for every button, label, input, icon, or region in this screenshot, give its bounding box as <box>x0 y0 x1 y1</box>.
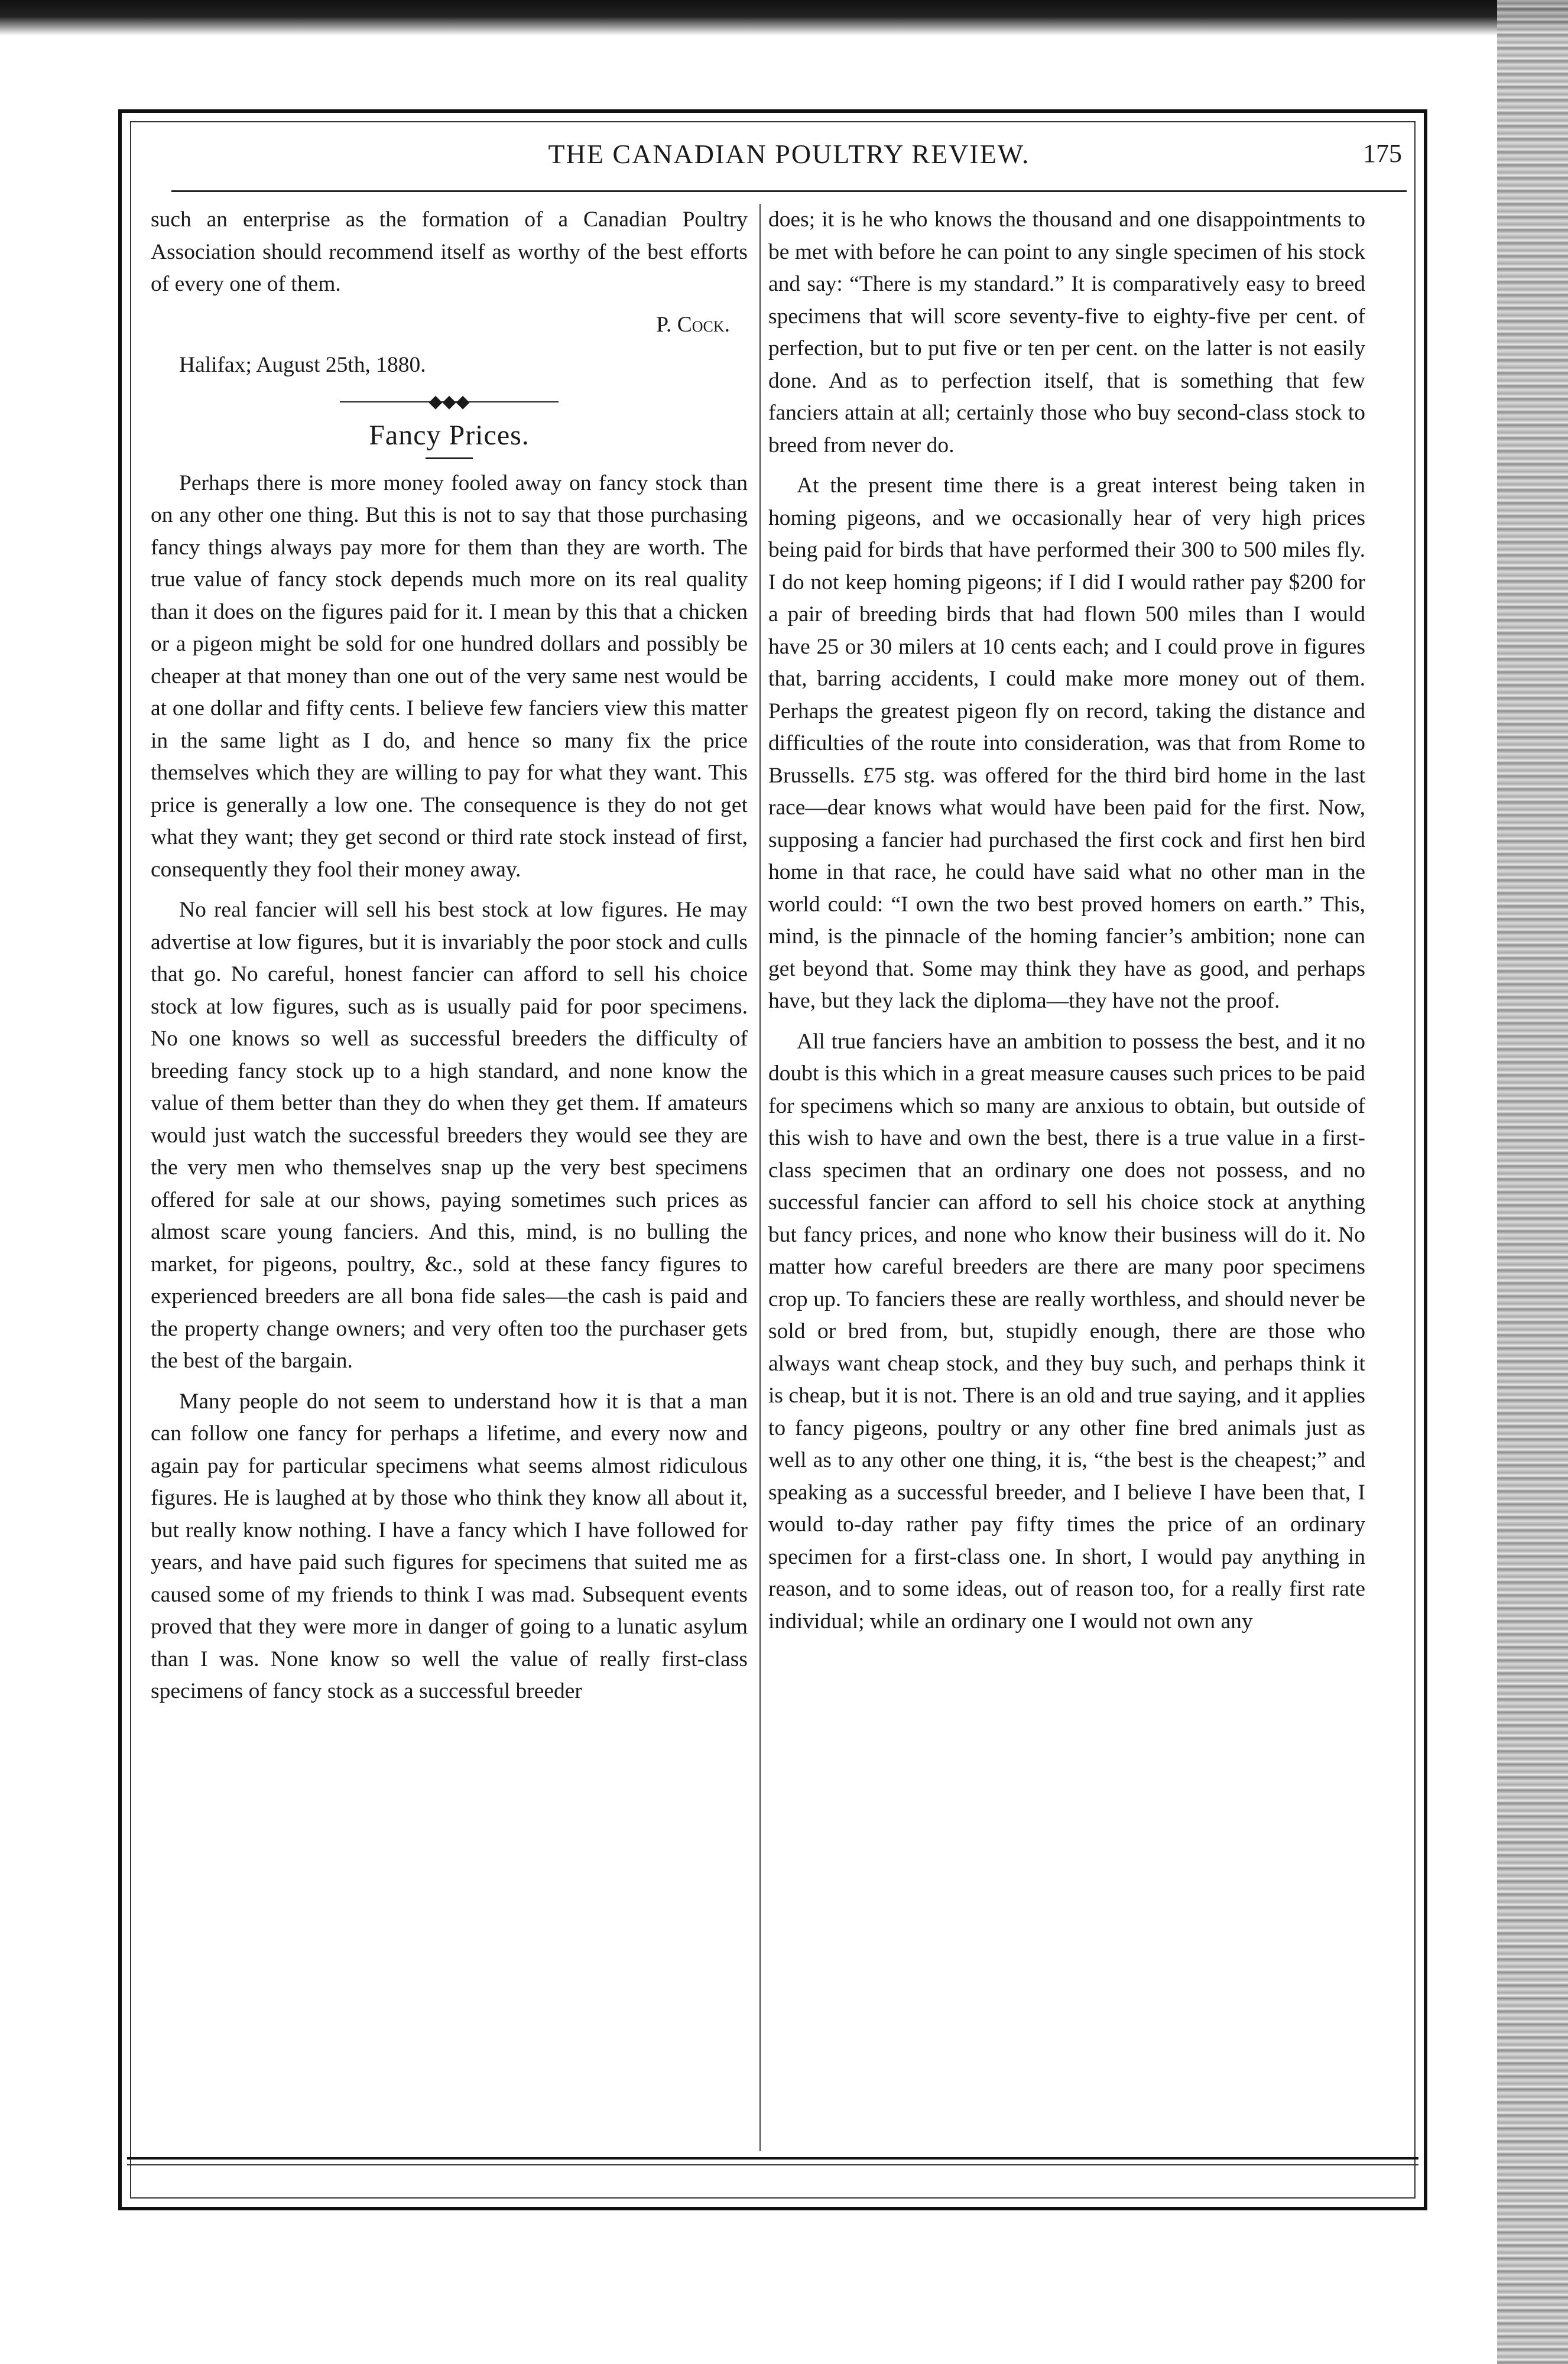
article-title: Fancy Prices. <box>369 419 530 451</box>
title-rule <box>426 457 473 459</box>
ornamental-divider <box>151 390 748 414</box>
signature: P. Cock. <box>656 312 730 337</box>
article-paragraph: At the present time there is a great interest being taken in homing pigeons, and we occasionally hear of very high prices being paid for birds that have performed their 300 to 500 miles fly. I do not keep homing pigeons; if I did I would rather pay $200 for a pair of breeding birds that had flown 500 miles than I would have 25 or 30 milers at 10 cents each; and I could prove in figures that, barring accidents, I could make more money out of them. Perhaps the greatest pigeon fly on record, taking the distance and difficulties of the route into consideration, was that from Rome to Brussells. £75 stg. was offered for the third bird home in the last race—dear knows what would have been paid for the first. Now, supposing a fancier had purchased the first cock and first hen bird home in that race, he could have said what no other man in the world could: “I own the two best proved homers on earth.” This, mind, is the pinnacle of the homing fancier’s ambition; none can get beyond that. Some may think they have as good, and perhaps have, but they lack the diploma—they have not the proof. <box>768 473 1365 1013</box>
bottom-rule <box>127 2157 1418 2160</box>
continued-paragraph: does; it is he who knows the thousand and one disappointments to be met with before he can point to any single specimen of his stock and say: “There is my standard.” It is comparatively easy to breed specimens that will score seventy-five to eighty-five per cent. of perfection, but to put five or ten per cent. on the latter is not easily done. And as to perfection itself, that is something that few fanciers attain at all; certainly those who buy second-class stock to breed from never do. <box>768 207 1365 457</box>
right-column <box>768 204 1365 1646</box>
left-column <box>151 204 748 1716</box>
page-number: 175 <box>1363 139 1402 168</box>
scan-right-edge <box>1497 0 1568 2364</box>
article-paragraph: No real fancier will sell his best stock at low figures. He may advertise at low figures, but it is invariably the poor stock and culls that go. No careful, honest fancier can afford to sell his choice stock at low figures, such as is usually paid for poor specimens. No one knows so well as successful breeders the difficulty of breeding fancy stock up to a high standard, and none know the value of them better than they do when they get them. If amateurs would just watch the successful breeders they would see they are the very men who themselves snap up the very best specimens offered for sale at our shows, paying sometimes such prices as almost scare young fanciers. And this, mind, is no bulling the market, for pigeons, poultry, &c., sold at these fancy figures to experienced breeders are all bona fide sales—the cash is paid and the property change owners; and very often too the purchaser gets the best of the bargain. <box>151 898 748 1373</box>
divider-ornament-icon: ◆◆◆ <box>428 391 470 411</box>
bottom-rule-thin <box>127 2164 1418 2165</box>
article-paragraph: Many people do not seem to understand how it is that a man can follow one fancy for perhaps a lifetime, and every now and again pay for particular specimens what seems almost ridiculous figures. He is laughed at by those who think they know all about it, but really know nothing. I have a fancy which I have followed for years, and have paid such figures for specimens that suited me as caused some of my friends to think I was mad. Subsequent events proved that they were more in danger of going to a lunatic asylum than I was. None know so well the value of really first-class specimens of fancy stock as a successful breeder <box>151 1389 748 1703</box>
article-paragraph: All true fanciers have an ambition to possess the best, and it no doubt is this which in a great measure causes such prices to be paid for specimens which so many are anxious to obtain, but outside of this wish to have and own the best, there is a true value in a first-class specimen that an ordinary one does not possess, and no successful fancier can afford to sell his choice stock at anything but fancy prices, and none who know their business will do it. No matter how careful breeders are there are many poor specimens crop up. To fanciers these are really worthless, and should never be sold or bred from, but, stupidly enough, there are those who always want cheap stock, and they buy such, and perhaps think it is cheap, but it is not. There is an old and true saying, and it applies to fancy pigeons, poultry or any other fine bred animals just as well as to any other one thing, it is, “the best is the cheapest;” and speaking as a successful breeder, and I believe I have been that, I would to-day rather pay fifty times the price of an ordinary specimen for a first-class one. In short, I would pay anything in reason, and to some ideas, out of reason too, for a really first rate individual; while an ordinary one I would not own any <box>768 1029 1365 1634</box>
column-divider <box>759 204 761 2151</box>
dateline: Halifax; August 25th, 1880. <box>179 353 426 377</box>
running-title: THE CANADIAN POULTRY REVIEW. <box>548 139 1030 169</box>
scan-top-edge <box>0 0 1568 35</box>
article-paragraph: Perhaps there is more money fooled away on fancy stock than on any other one thing. But this is not to say that those purchasing fancy things always pay more for them than they are worth. The true value of fancy stock depends much more on its real quality than it does on the figures paid for it. I mean by this that a chicken or a pigeon might be sold for one hundred dollars and possibly be cheaper at that money than one out of the very same nest would be at one dollar and fifty cents. I believe few fanciers view this matter in the same light as I do, and hence so many fix the price themselves which they are willing to pay for what they want. This price is generally a low one. The consequence is they do not get what they want; they get second or third rate stock instead of first, consequently they fool their money away. <box>151 470 748 882</box>
page-header <box>171 135 1407 176</box>
header-rule <box>171 190 1407 192</box>
opening-paragraph: such an enterprise as the formation of a Canadian Poultry Association should recommend itself as worthy of the best efforts of every one of them. <box>151 207 748 296</box>
